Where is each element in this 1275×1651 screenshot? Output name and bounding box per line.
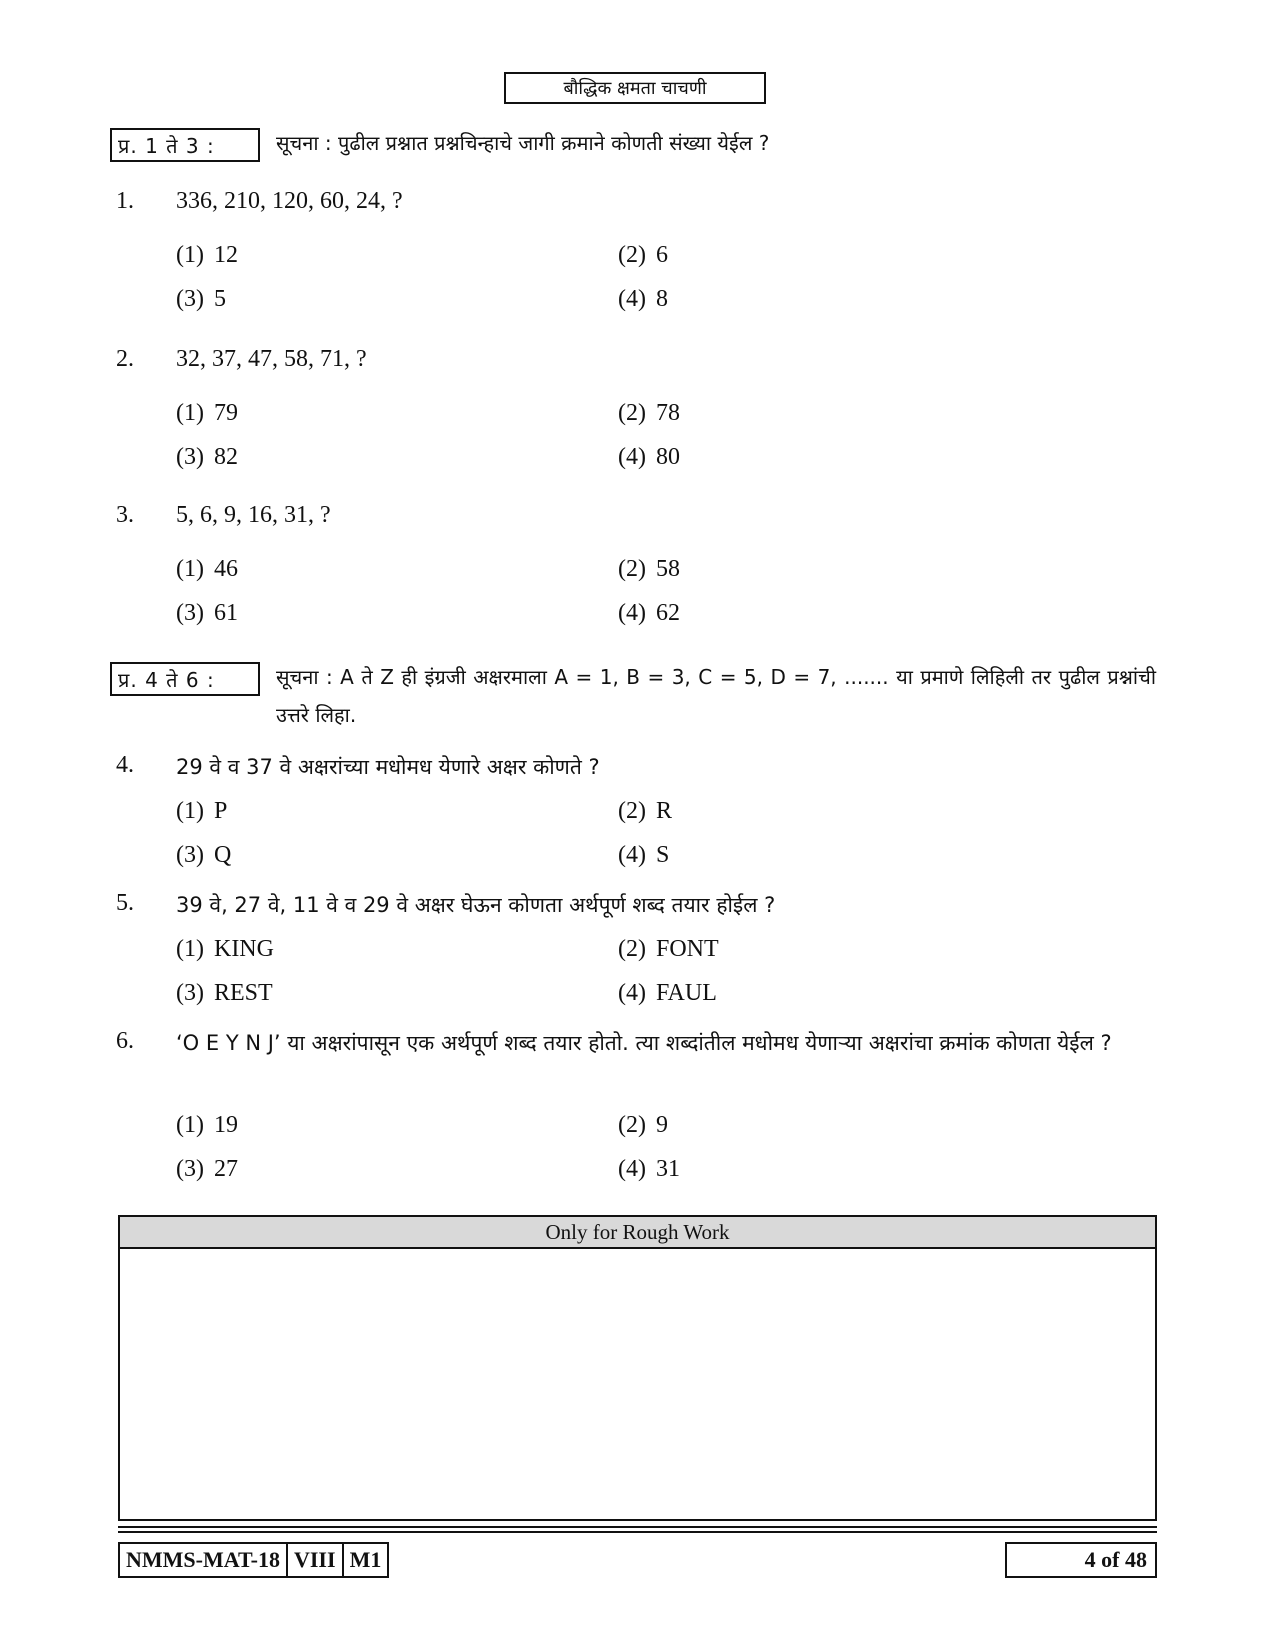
rough-work-label: Only for Rough Work: [120, 1217, 1155, 1249]
option-4[interactable]: [618, 286, 668, 313]
option-2[interactable]: [618, 556, 680, 583]
option-number: (2): [618, 1112, 646, 1138]
option-number: (1): [176, 798, 204, 824]
question-text: 32, 37, 47, 58, 71, ?: [176, 346, 367, 372]
question-number: 5.: [116, 890, 134, 916]
option-number: (2): [618, 242, 646, 268]
option-4[interactable]: [618, 1156, 680, 1183]
option-number: (1): [176, 242, 204, 268]
question-text: ‘O E Y N J’ या अक्षरांपासून एक अर्थपूर्ण शब्द तयार होतो. त्या शब्दांतील मधोमध येणाऱ्या अक्षरांचा क्रमांक कोणता येईल ?: [176, 1031, 1112, 1055]
option-value: 78: [655, 400, 680, 426]
option-value: FONT: [655, 936, 719, 962]
option-value: S: [655, 842, 670, 868]
option-3[interactable]: [176, 444, 238, 471]
section-tag-4-6: प्र. 4 ते 6 :: [110, 662, 260, 696]
option-4[interactable]: [618, 444, 680, 471]
question-text: 5, 6, 9, 16, 31, ?: [176, 502, 331, 528]
option-4[interactable]: [618, 980, 717, 1007]
footer-divider: [118, 1526, 1157, 1528]
option-value: 31: [655, 1156, 680, 1182]
option-number: (1): [176, 936, 204, 962]
option-1[interactable]: [176, 936, 274, 963]
option-number: (4): [618, 1156, 646, 1182]
option-3[interactable]: [176, 842, 231, 869]
option-4[interactable]: [618, 842, 669, 869]
option-number: (1): [176, 1112, 204, 1138]
option-2[interactable]: [618, 242, 668, 269]
option-4[interactable]: [618, 600, 680, 627]
question-number: 2.: [116, 346, 134, 372]
option-2[interactable]: [618, 936, 719, 963]
option-1[interactable]: [176, 1112, 238, 1139]
option-value: 82: [213, 444, 238, 470]
option-number: (1): [176, 556, 204, 582]
option-number: (3): [176, 444, 204, 470]
option-number: (3): [176, 600, 204, 626]
option-value: 9: [655, 1112, 668, 1138]
question-text: 39 वे, 27 वे, 11 वे व 29 वे अक्षर घेऊन कोणता अर्थपूर्ण शब्द तयार होईल ?: [176, 893, 776, 917]
option-number: (4): [618, 600, 646, 626]
section-instruction-1-3: सूचना : पुढील प्रश्नात प्रश्नचिन्हाचे जागी क्रमाने कोणती संख्या येईल ?: [276, 131, 770, 155]
option-value: 6: [655, 242, 668, 268]
option-number: (2): [618, 798, 646, 824]
option-value: 62: [655, 600, 680, 626]
option-1[interactable]: [176, 798, 227, 825]
option-number: (3): [176, 286, 204, 312]
option-number: (3): [176, 842, 204, 868]
option-value: P: [213, 798, 228, 824]
option-3[interactable]: [176, 600, 238, 627]
option-value: 58: [655, 556, 680, 582]
option-number: (4): [618, 444, 646, 470]
option-3[interactable]: [176, 980, 273, 1007]
question-number: 4.: [116, 752, 134, 778]
option-value: 12: [213, 242, 238, 268]
medium-code: M1: [349, 1547, 382, 1572]
option-number: (1): [176, 400, 204, 426]
option-2[interactable]: [618, 400, 680, 427]
option-number: (4): [618, 980, 646, 1006]
question-number: 3.: [116, 502, 134, 528]
option-value: 5: [213, 286, 226, 312]
option-value: Q: [213, 842, 232, 868]
option-number: (4): [618, 842, 646, 868]
option-number: (2): [618, 400, 646, 426]
section-instruction-4-6: सूचना : A ते Z ही इंग्रजी अक्षरमाला A = 1, B = 3, C = 5, D = 7, ....... या प्रमाणे लिहिली तर पुढील प्रश्नांची उत्तरे लिहा.: [276, 665, 1156, 727]
option-3[interactable]: [176, 286, 226, 313]
option-value: R: [655, 798, 672, 824]
paper-code: NMMS-MAT-18: [120, 1544, 288, 1576]
option-number: (2): [618, 556, 646, 582]
option-2[interactable]: [618, 798, 672, 825]
option-value: 19: [213, 1112, 238, 1138]
standard-code: VIII: [288, 1544, 344, 1576]
option-value: KING: [213, 936, 274, 962]
paper-code-box: [118, 1542, 389, 1578]
option-1[interactable]: [176, 400, 238, 427]
option-value: 46: [213, 556, 238, 582]
option-1[interactable]: [176, 556, 238, 583]
option-value: 79: [213, 400, 238, 426]
option-number: (4): [618, 286, 646, 312]
option-3[interactable]: [176, 1156, 238, 1183]
section-tag-1-3: प्र. 1 ते 3 :: [110, 128, 260, 162]
rough-work-box: [118, 1215, 1157, 1521]
page-title: बौद्धिक क्षमता चाचणी: [504, 72, 766, 104]
option-number: (3): [176, 1156, 204, 1182]
option-2[interactable]: [618, 1112, 668, 1139]
option-value: 8: [655, 286, 668, 312]
option-value: 80: [655, 444, 680, 470]
question-number: 1.: [116, 188, 134, 214]
question-text: 336, 210, 120, 60, 24, ?: [176, 188, 403, 214]
option-number: (2): [618, 936, 646, 962]
option-value: 61: [213, 600, 238, 626]
option-value: REST: [213, 980, 273, 1006]
question-number: 6.: [116, 1028, 134, 1054]
option-value: FAUL: [655, 980, 717, 1006]
page-number: 4 of 48: [1005, 1542, 1157, 1578]
option-value: 27: [213, 1156, 238, 1182]
question-text: 29 वे व 37 वे अक्षरांच्या मधोमध येणारे अक्षर कोणते ?: [176, 755, 600, 779]
option-1[interactable]: [176, 242, 238, 269]
option-number: (3): [176, 980, 204, 1006]
footer-divider: [118, 1531, 1157, 1533]
